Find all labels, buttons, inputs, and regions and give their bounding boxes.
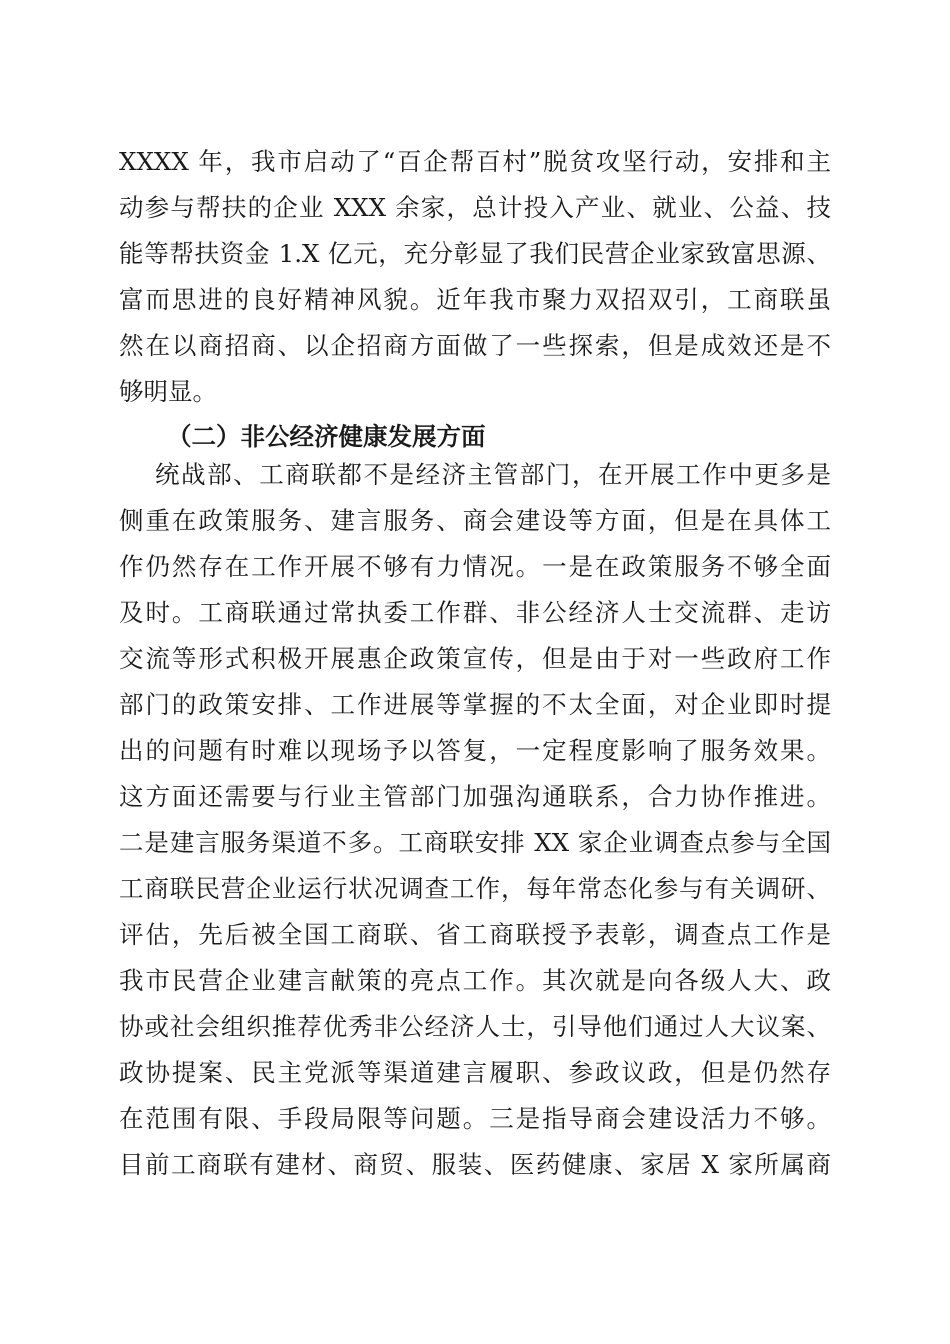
paragraph-1-line-2: 动参与帮扶的企业 XXX 余家，总计投入产业、就业、公益、技 [119,193,831,222]
paragraph-2-line-1: 统战部、工商联都不是经济主管部门，在开展工作中更多是 [155,460,831,489]
paragraph-2-line-6: 部门的政策安排、工作进展等掌握的不太全面，对企业即时提 [119,690,831,719]
paragraph-1-line-1: XXXX 年，我市启动了“百企帮百村”脱贫攻坚行动，安排和主 [119,147,831,176]
paragraph-1-line-3: 能等帮扶资金 1.X 亿元，充分彰显了我们民营企业家致富思源、 [119,239,831,268]
paragraph-2-line-5: 交流等形式积极开展惠企政策宣传，但是由于对一些政府工作 [119,644,831,673]
paragraph-2-line-7: 出的问题有时难以现场予以答复，一定程度影响了服务效果。 [119,736,831,765]
paragraph-2-line-10: 工商联民营企业运行状况调查工作，每年常态化参与有关调研、 [119,874,831,903]
paragraph-2-line-16: 目前工商联有建材、商贸、服装、医药健康、家居 X 家所属商 [119,1150,831,1179]
paragraph-2-line-14: 政协提案、民主党派等渠道建言履职、参政议政，但是仍然存 [119,1058,831,1087]
paragraph-1-line-4: 富而思进的良好精神风貌。近年我市聚力双招双引，工商联虽 [119,285,831,314]
paragraph-2-line-4: 及时。工商联通过常执委工作群、非公经济人士交流群、走访 [119,598,831,627]
paragraph-2-line-3: 作仍然存在工作开展不够有力情况。一是在政策服务不够全面 [119,552,831,581]
paragraph-2-line-15: 在范围有限、手段局限等问题。三是指导商会建设活力不够。 [119,1104,831,1133]
paragraph-2-line-13: 协或社会组织推荐优秀非公经济人士，引导他们通过人大议案、 [119,1012,831,1041]
paragraph-1-line-6: 够明显。 [119,377,217,406]
paragraph-2-line-12: 我市民营企业建言献策的亮点工作。其次就是向各级人大、政 [119,966,831,995]
paragraph-2-line-9: 二是建言服务渠道不多。工商联安排 XX 家企业调查点参与全国 [119,828,831,857]
paragraph-1-line-5: 然在以商招商、以企招商方面做了一些探索，但是成效还是不 [119,331,831,360]
paragraph-2-line-11: 评估，先后被全国工商联、省工商联授予表彰，调查点工作是 [119,920,831,949]
section-heading: （二）非公经济健康发展方面 [167,422,486,451]
paragraph-2-line-8: 这方面还需要与行业主管部门加强沟通联系，合力协作推进。 [119,782,831,811]
paragraph-2-line-2: 侧重在政策服务、建言服务、商会建设等方面，但是在具体工 [119,506,831,535]
